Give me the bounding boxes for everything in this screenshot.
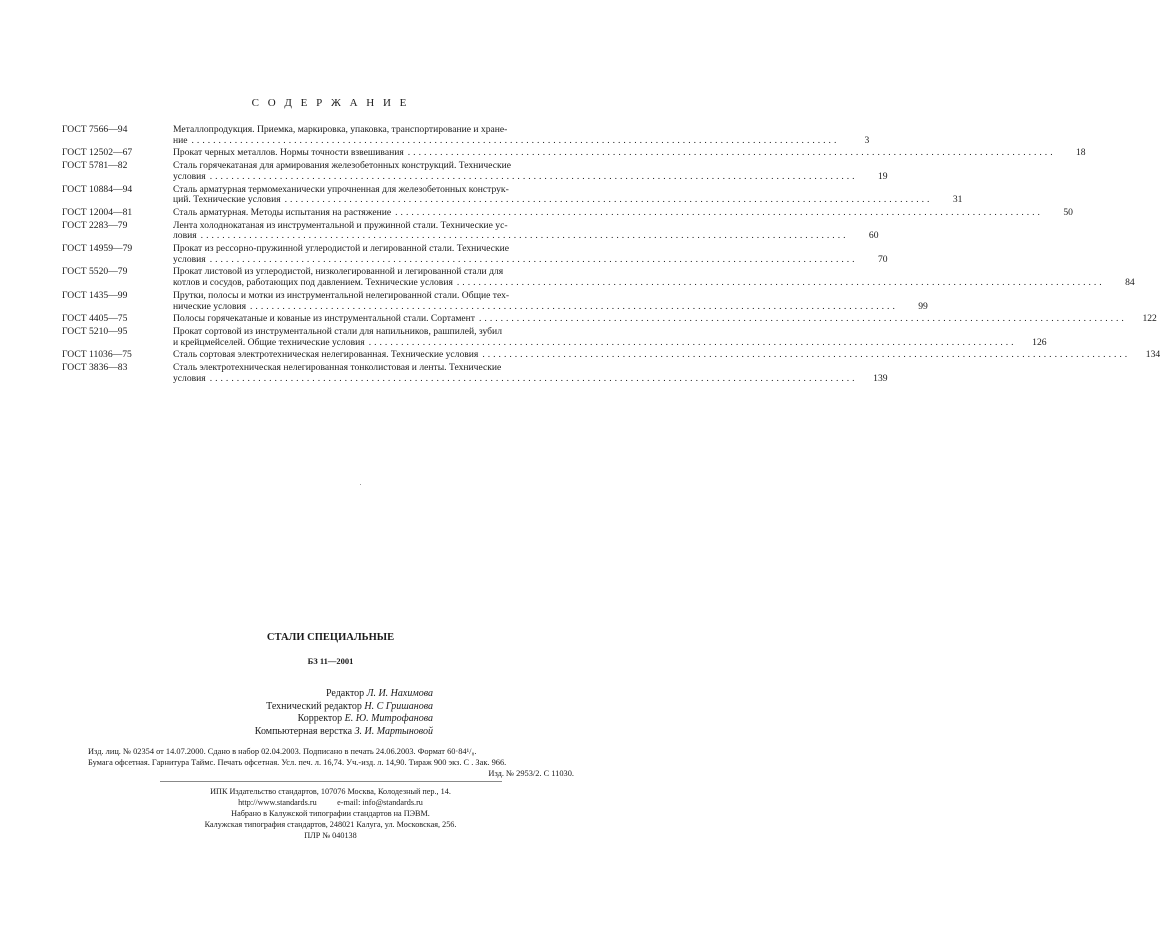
toc-code: ГОСТ 14959—79	[62, 243, 133, 255]
credit-line: Технический редактор Н. С Гришанова	[266, 700, 433, 712]
dot-leader: ........................................................................................................................	[395, 206, 1043, 218]
dot-leader: ........................................................................................................................	[456, 277, 1105, 289]
toc-text: Сталь горячекатаная для армирования железобетонных конструкций. Технические	[173, 160, 512, 172]
dot-leader: ........................................................................................................................	[407, 147, 1056, 159]
credit-line: Корректор Е. Ю. Митрофанова	[297, 713, 433, 724]
toc-entry	[62, 313, 1157, 325]
toc-page: 60	[868, 230, 879, 242]
toc-page: 134	[1145, 349, 1160, 361]
toc-entry	[62, 362, 888, 384]
toc-entry	[62, 206, 1073, 219]
toc-code: ГОСТ 11036—75	[62, 349, 132, 361]
toc-page: 122	[1142, 313, 1157, 325]
toc-code: ГОСТ 10884—94	[62, 183, 133, 195]
toc-text: Сталь сортовая электротехническая нелегированная. Технические условия	[173, 349, 479, 361]
toc-text: ловия	[173, 230, 197, 242]
toc-text: Лента холоднокатаная из инструментальной и пружинной стали. Технические ус-	[173, 219, 508, 231]
print-line: Изд. лиц. № 02354 от 14.07.2000. Сдано в набор 02.04.2003. Подписано в печать 24.06.2003. Формат 60·84¹/₈.	[88, 747, 477, 756]
toc-text: условия	[173, 170, 206, 182]
toc-code: ГОСТ 2283—79	[62, 219, 128, 231]
bz-code: БЗ 11—2001	[307, 656, 354, 666]
toc-code: ГОСТ 5520—79	[62, 266, 128, 278]
toc-code: ГОСТ 7566—94	[62, 124, 128, 135]
toc-text: Прокат из рессорно-пружинной углеродистой и легированной стали. Технические	[173, 243, 510, 255]
dot-leader: ........................................................................................................................	[482, 349, 1131, 361]
toc-text: Прокат сортовой из инструментальной стали для напильников, рашпилей, зубил	[173, 325, 502, 337]
toc-text: Сталь арматурная термомеханически упрочненная для железобетонных конструк-	[173, 183, 509, 195]
toc-text: Металлопродукция. Приемка, маркировка, упаковка, транспортирование и хране-	[173, 124, 508, 135]
toc-code: ГОСТ 1435—99	[62, 289, 128, 301]
contents-title: С О Д Е Р Ж А Н И Е	[251, 97, 410, 109]
toc-text: условия	[173, 372, 206, 384]
series-title: СТАЛИ СПЕЦИАЛЬНЫЕ	[266, 632, 395, 643]
toc-code: ГОСТ 12502—67	[62, 147, 133, 159]
toc-text: Полосы горячекатаные и кованые из инструментальной стали. Сортамент	[173, 313, 476, 325]
dot-leader: ........................................................................................................................	[209, 372, 858, 384]
toc-page: 50	[1063, 206, 1073, 218]
toc-entry	[62, 349, 1160, 361]
credit-line: Компьютерная верстка З. И. Мартыновой	[254, 725, 433, 737]
toc-page: 3	[864, 134, 870, 146]
toc-entry	[62, 325, 1047, 348]
toc-text: ние	[173, 134, 188, 146]
speck	[360, 484, 361, 485]
dot-leader: ........................................................................................................................	[368, 336, 1017, 348]
toc-code: ГОСТ 12004—81	[62, 206, 133, 218]
toc-page: 19	[877, 170, 888, 182]
toc-text: Прокат листовой из углеродистой, низколегированной и легированной стали для	[173, 266, 504, 278]
publisher-footer	[0, 786, 661, 841]
toc-page: 18	[1076, 147, 1086, 159]
toc-text: ций. Технические условия	[173, 194, 281, 206]
toc-text: Прокат черных металлов. Нормы точности взвешивания	[173, 147, 404, 159]
toc-page: 99	[918, 300, 928, 312]
divider	[160, 781, 502, 782]
toc-entry	[62, 183, 963, 206]
toc-code: ГОСТ 5210—95	[62, 325, 128, 337]
toc-page: 70	[877, 253, 888, 265]
toc-text: условия	[173, 253, 206, 265]
toc-text: нические условия	[173, 300, 247, 312]
toc-entry	[62, 289, 928, 312]
toc-text: Сталь электротехническая нелегированная тонколистовая и ленты. Технические	[173, 362, 502, 374]
toc-text: котлов и сосудов, работающих под давлением. Технические условия	[173, 277, 453, 289]
toc-page: 31	[952, 194, 963, 206]
credits	[255, 688, 433, 738]
footer-line: http://www.standards.ru e-mail: info@standards.ru	[238, 798, 423, 807]
toc-code: ГОСТ 5781—82	[62, 160, 128, 172]
dot-leader: ........................................................................................................................	[284, 194, 933, 206]
toc-text: Сталь арматурная. Методы испытания на растяжение	[173, 206, 392, 218]
dot-leader: ........................................................................................................................	[250, 300, 898, 312]
toc-entry	[62, 147, 1086, 159]
print-line: Изд. № 2953/2. С 11030.	[488, 769, 574, 778]
toc-entry	[62, 124, 870, 146]
table-of-contents	[62, 124, 1160, 386]
toc-page: 84	[1125, 277, 1135, 289]
print-info	[88, 746, 574, 779]
dot-leader: ........................................................................................................................	[200, 230, 849, 242]
footer-line: Калужская типография стандартов, 248021 Калуга, ул. Московская, 256.	[204, 820, 457, 829]
credit-line: Редактор Л. И. Нахимова	[325, 688, 433, 699]
toc-entry	[62, 243, 888, 265]
toc-code: ГОСТ 4405—75	[62, 313, 128, 325]
dot-leader: ........................................................................................................................	[209, 170, 858, 182]
dot-leader: ........................................................................................................................	[191, 134, 840, 146]
footer-line: Набрано в Калужской типографии стандартов на ПЭВМ.	[231, 809, 430, 818]
toc-page: 126	[1032, 336, 1047, 348]
footer-line: ИПК Издательство стандартов, 107076 Москва, Колодезный пер., 14.	[210, 787, 451, 796]
toc-text: Прутки, полосы и мотки из инструментальной нелегированной стали. Общие тех-	[173, 289, 510, 301]
dot-leader: ........................................................................................................................	[479, 313, 1127, 325]
footer-line: ПЛР № 040138	[304, 831, 357, 840]
toc-text: и крейцмейселей. Общие технические условия	[173, 336, 365, 348]
toc-entry	[62, 219, 879, 242]
toc-code: ГОСТ 3836—83	[62, 362, 128, 374]
print-line: Бумага офсетная. Гарнитура Таймс. Печать офсетная. Усл. печ. л. 16,74. Уч.-изд. л. 14,90. Тираж 900 экз. С . Зак. 966.	[88, 758, 507, 767]
toc-entry	[62, 160, 888, 182]
toc-entry	[62, 266, 1135, 289]
toc-page: 139	[873, 372, 888, 384]
dot-leader: ........................................................................................................................	[209, 253, 858, 265]
